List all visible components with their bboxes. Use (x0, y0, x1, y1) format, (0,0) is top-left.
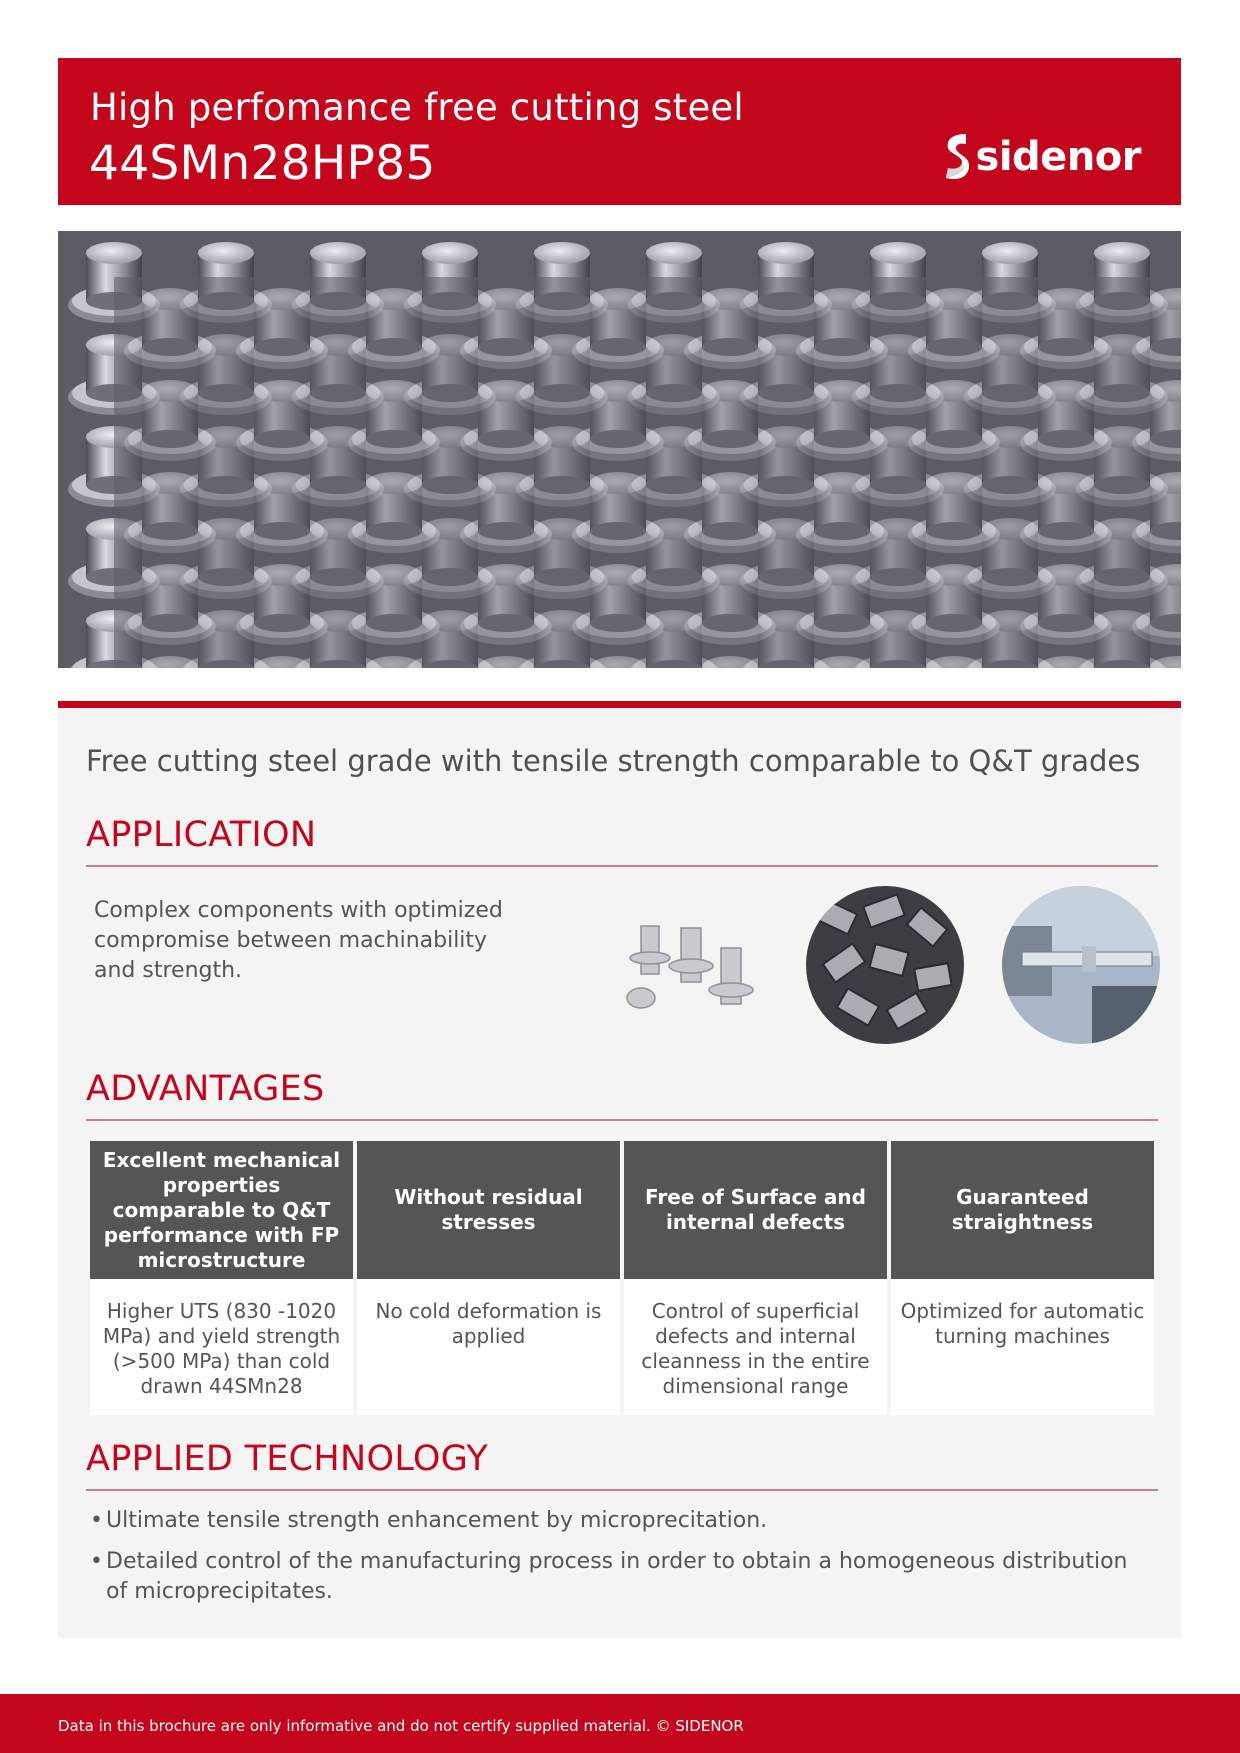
advantage-description: No cold deformation is applied (357, 1279, 620, 1415)
document-subtitle: High perfomance free cutting steel (90, 86, 744, 129)
advantage-column (90, 1141, 353, 1415)
content-panel (58, 701, 1181, 1638)
application-photo-lathe (1002, 886, 1160, 1044)
application-photo-bushings (611, 886, 769, 1044)
technology-bullet-list (90, 1506, 1150, 1618)
application-divider (86, 865, 1158, 867)
advantage-column (357, 1141, 620, 1415)
sidenor-s-mark-icon (942, 132, 972, 182)
advantage-description: Control of superficial defects and internal cleanness in the entire dimensional range (624, 1279, 887, 1415)
application-text: Complex components with optimized compromise between machinability and strength. (94, 898, 503, 983)
machined-parts-pattern (58, 231, 1181, 668)
application-photo-parts-pile (806, 886, 964, 1044)
advantage-title: Guaranteed straightness (891, 1141, 1154, 1279)
header-banner (58, 58, 1181, 205)
advantage-column (624, 1141, 887, 1415)
tagline: Free cutting steel grade with tensile strength comparable to Q&T grades (86, 744, 1141, 778)
hero-image-machined-parts (58, 231, 1181, 668)
sidenor-logo (942, 132, 1141, 182)
technology-heading: APPLIED TECHNOLOGY (86, 1439, 489, 1479)
advantage-description: Optimized for automatic turning machines (891, 1279, 1154, 1415)
application-heading: APPLICATION (86, 815, 317, 855)
advantages-divider (86, 1119, 1158, 1121)
advantages-heading: ADVANTAGES (86, 1069, 325, 1109)
list-item: • Ultimate tensile strength enhancement by microprecitation. (90, 1506, 1150, 1536)
advantage-column (891, 1141, 1154, 1415)
advantages-table (90, 1141, 1154, 1415)
advantage-title: Free of Surface and internal defects (624, 1141, 887, 1279)
technology-divider (86, 1489, 1158, 1491)
logo-wordmark: sidenor (975, 134, 1141, 180)
advantage-description: Higher UTS (830 -1020 MPa) and yield strength (>500 MPa) than cold drawn 44SMn28 (90, 1279, 353, 1415)
advantage-title: Excellent mechanical properties comparable to Q&T performance with FP microstructure (90, 1141, 353, 1279)
list-item: • Detailed control of the manufacturing process in order to obtain a homogeneous distribution of microprecipitates. (90, 1547, 1150, 1607)
footer-disclaimer: Data in this brochure are only informative and do not certify supplied material. © SIDENOR (0, 1694, 1240, 1753)
advantage-title: Without residual stresses (357, 1141, 620, 1279)
document-title: 44SMn28HP85 (89, 136, 436, 191)
